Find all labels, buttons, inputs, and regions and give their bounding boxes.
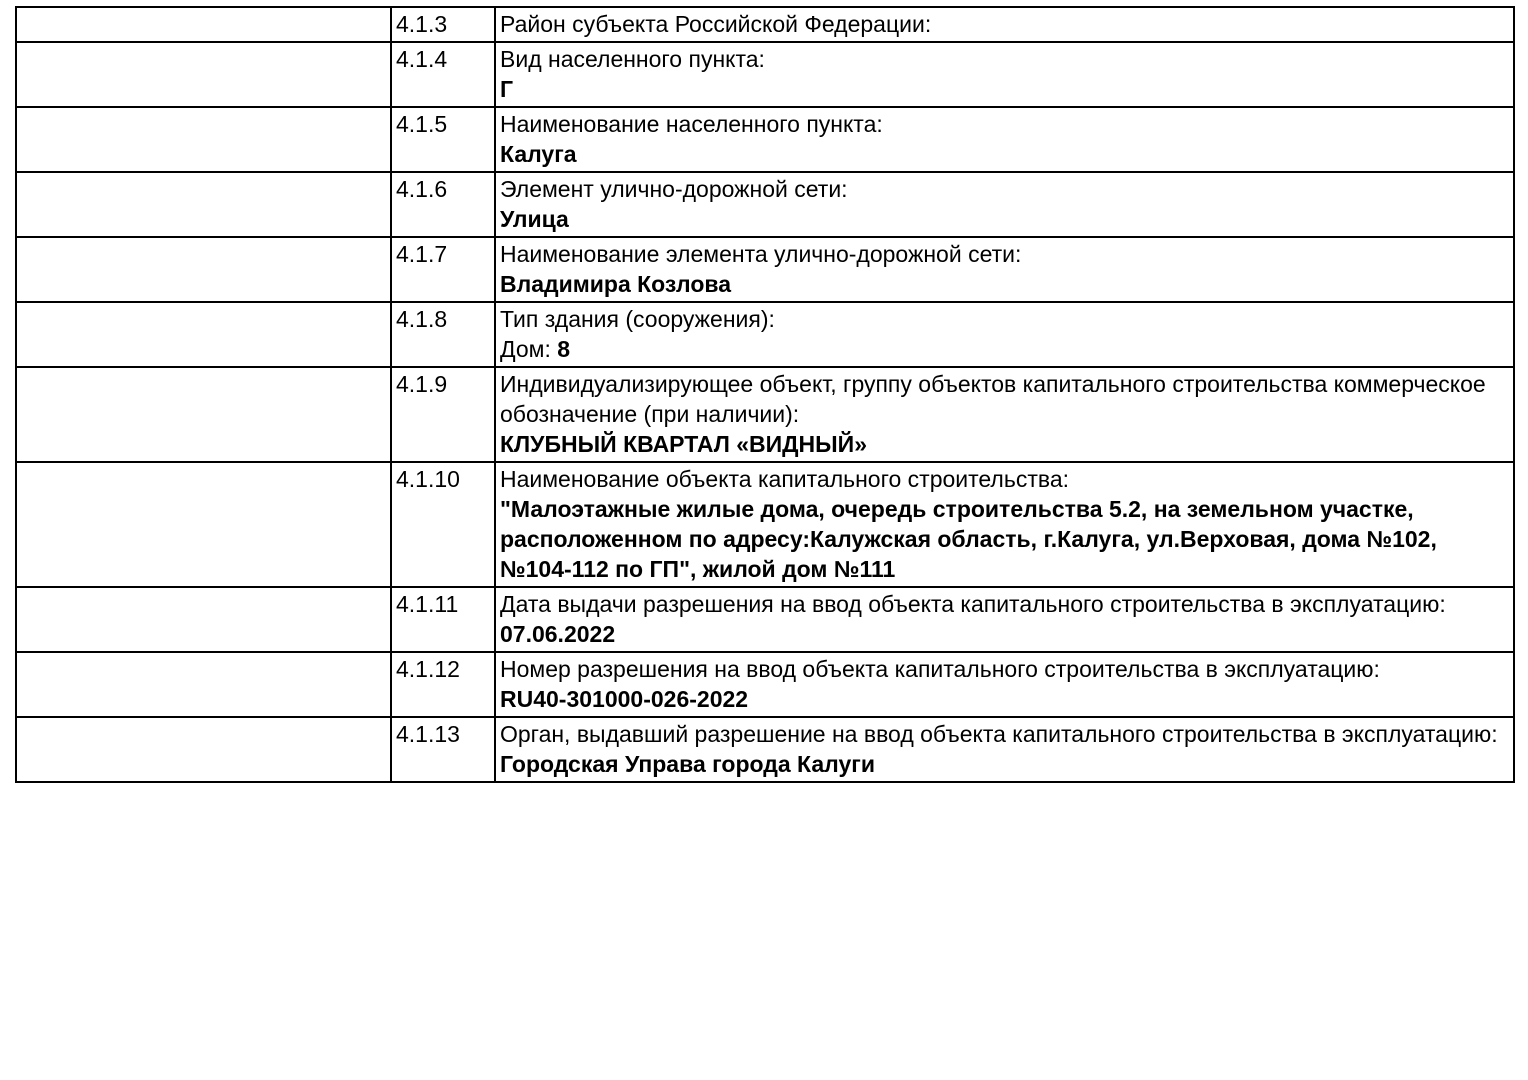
row-number: 4.1.7: [391, 237, 495, 302]
row-content: [495, 587, 1514, 652]
row-spacer-cell: [16, 587, 391, 652]
field-value-prefix: Дом:: [500, 336, 558, 362]
field-value: "Малоэтажные жилые дома, очередь строительства 5.2, на земельном участке, расположенном по адресу:Калужская область, г.Калуга, ул.Верховая, дома №102, №104-112 по ГП", жилой дом №111: [500, 496, 1437, 582]
field-value: Городская Управа города Калуги: [500, 751, 875, 777]
table-row-4-1-10: [16, 462, 1514, 587]
row-number: 4.1.6: [391, 172, 495, 237]
row-content: [495, 652, 1514, 717]
field-label: Орган, выдавший разрешение на ввод объекта капитального строительства в эксплуатацию:: [500, 721, 1498, 747]
row-number: 4.1.9: [391, 367, 495, 462]
table-row-4-1-12: [16, 652, 1514, 717]
row-number: 4.1.10: [391, 462, 495, 587]
field-label: Элемент улично-дорожной сети:: [500, 176, 848, 202]
row-spacer-cell: [16, 462, 391, 587]
row-spacer-cell: [16, 107, 391, 172]
row-content: [495, 237, 1514, 302]
table-row-4-1-5: [16, 107, 1514, 172]
table-row-4-1-3: [16, 7, 1514, 42]
row-content: [495, 42, 1514, 107]
field-value: КЛУБНЫЙ КВАРТАЛ «ВИДНЫЙ»: [500, 431, 868, 457]
row-spacer-cell: [16, 7, 391, 42]
field-label: Наименование элемента улично-дорожной сети:: [500, 241, 1022, 267]
table-row-4-1-7: [16, 237, 1514, 302]
row-number: 4.1.13: [391, 717, 495, 782]
row-number: 4.1.3: [391, 7, 495, 42]
row-number: 4.1.11: [391, 587, 495, 652]
row-content: [495, 367, 1514, 462]
row-content: [495, 302, 1514, 367]
row-content: [495, 172, 1514, 237]
table-row-4-1-8: [16, 302, 1514, 367]
field-value: 07.06.2022: [500, 621, 616, 647]
field-value: Г: [500, 76, 514, 102]
row-spacer-cell: [16, 302, 391, 367]
field-label: Район субъекта Российской Федерации:: [500, 11, 932, 37]
table-row-4-1-11: [16, 587, 1514, 652]
row-number: 4.1.12: [391, 652, 495, 717]
table-row-4-1-9: [16, 367, 1514, 462]
row-spacer-cell: [16, 42, 391, 107]
field-label: Наименование населенного пункта:: [500, 111, 883, 137]
table-row-4-1-4: [16, 42, 1514, 107]
row-spacer-cell: [16, 237, 391, 302]
row-number: 4.1.5: [391, 107, 495, 172]
row-content: [495, 462, 1514, 587]
field-value: RU40-301000-026-2022: [500, 686, 749, 712]
field-value: [500, 334, 1509, 364]
table-row-4-1-6: [16, 172, 1514, 237]
table-row-4-1-13: [16, 717, 1514, 782]
field-value-bold: 8: [557, 336, 571, 362]
field-value: Владимира Козлова: [500, 271, 732, 297]
field-label: Индивидуализирующее объект, группу объектов капитального строительства коммерческое обозначение (при наличии):: [500, 371, 1486, 427]
row-spacer-cell: [16, 652, 391, 717]
field-label: Тип здания (сооружения):: [500, 306, 775, 332]
row-number: 4.1.8: [391, 302, 495, 367]
row-content: [495, 7, 1514, 42]
row-content: [495, 107, 1514, 172]
declaration-table: [15, 6, 1515, 783]
field-value: Улица: [500, 206, 569, 232]
row-spacer-cell: [16, 172, 391, 237]
field-label: Дата выдачи разрешения на ввод объекта капитального строительства в эксплуатацию:: [500, 591, 1446, 617]
row-spacer-cell: [16, 367, 391, 462]
declaration-table-body: [16, 7, 1514, 782]
field-value: Калуга: [500, 141, 577, 167]
field-label: Вид населенного пункта:: [500, 46, 765, 72]
row-spacer-cell: [16, 717, 391, 782]
field-label: Наименование объекта капитального строительства:: [500, 466, 1070, 492]
row-content: [495, 717, 1514, 782]
row-number: 4.1.4: [391, 42, 495, 107]
field-label: Номер разрешения на ввод объекта капитального строительства в эксплуатацию:: [500, 656, 1380, 682]
